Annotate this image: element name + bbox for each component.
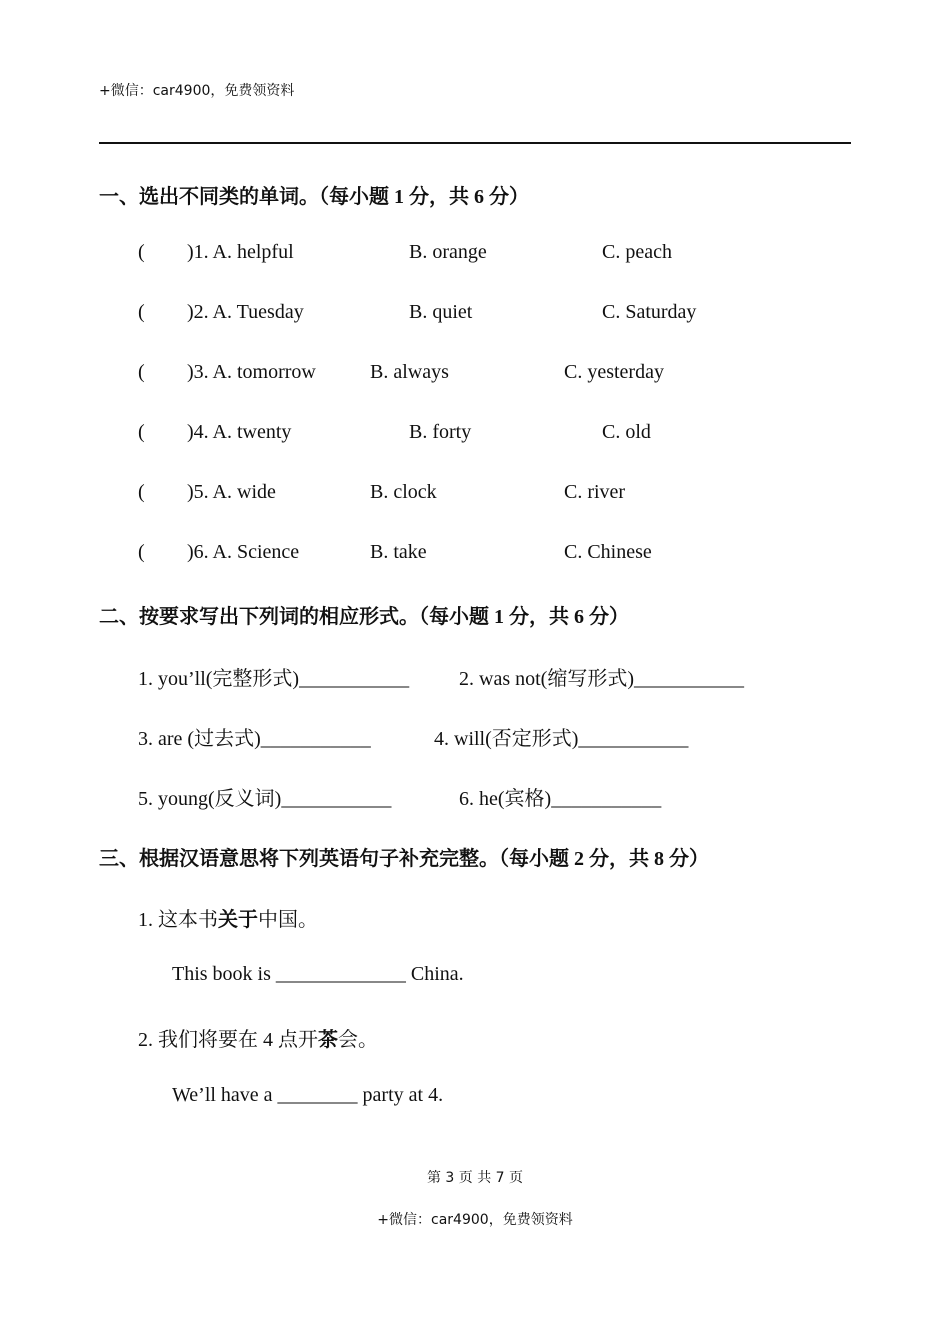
prompt-text: 会。 — [338, 1029, 378, 1051]
translation-prompt-2 — [138, 1023, 378, 1052]
option-a: )4. A. twenty — [187, 421, 292, 443]
option-c: C. old — [602, 421, 651, 443]
option-c: C. Chinese — [564, 541, 652, 563]
option-c: C. yesterday — [564, 361, 664, 383]
option-a: )5. A. wide — [187, 481, 276, 503]
option-b: B. orange — [409, 241, 487, 263]
answer-blank[interactable]: ( — [138, 541, 145, 563]
option-c: C. river — [564, 481, 626, 503]
header-divider — [99, 142, 851, 144]
option-a: )6. A. Science — [187, 541, 300, 563]
prompt-keyword: 茶 — [318, 1029, 338, 1051]
option-b: B. quiet — [409, 301, 473, 323]
option-b: B. forty — [409, 421, 472, 443]
translation-sentence-2[interactable]: We’ll have a ________ party at 4. — [172, 1084, 444, 1106]
option-a: )3. A. tomorrow — [187, 361, 316, 383]
option-b: B. clock — [370, 481, 437, 503]
word-form-item[interactable]: 2. was not(缩写形式)___________ — [459, 668, 744, 690]
answer-blank[interactable]: ( — [138, 241, 145, 263]
option-a: )2. A. Tuesday — [187, 301, 304, 323]
section-3-title: 三、根据汉语意思将下列英语句子补充完整。（每小题 2 分，共 8 分） — [99, 848, 709, 870]
translation-prompt-1 — [138, 903, 318, 932]
word-form-item[interactable]: 6. he(宾格)___________ — [459, 788, 662, 810]
header-note: +微信：car4900，免费领资料 — [99, 83, 295, 99]
word-form-item[interactable]: 1. you’ll(完整形式)___________ — [138, 668, 410, 690]
prompt-keyword: 关于 — [218, 909, 258, 931]
option-b: B. always — [370, 361, 449, 383]
word-form-item[interactable]: 4. will(否定形式)___________ — [434, 728, 689, 750]
word-form-item[interactable]: 5. young(反义词)___________ — [138, 788, 392, 810]
footer-note: +微信：car4900，免费领资料 — [377, 1212, 573, 1228]
answer-blank[interactable]: ( — [138, 361, 145, 383]
answer-blank[interactable]: ( — [138, 421, 145, 443]
prompt-text: 中国。 — [258, 909, 318, 931]
translation-sentence-1[interactable]: This book is _____________ China. — [172, 963, 464, 985]
option-b: B. take — [370, 541, 427, 563]
prompt-text: 2. 我们将要在 4 点开 — [138, 1029, 318, 1051]
page-number: 第 3 页 共 7 页 — [426, 1170, 524, 1186]
option-c: C. Saturday — [602, 301, 697, 323]
section-1-title: 一、选出不同类的单词。（每小题 1 分，共 6 分） — [99, 186, 529, 208]
option-c: C. peach — [602, 241, 672, 263]
answer-blank[interactable]: ( — [138, 301, 145, 323]
option-a: )1. A. helpful — [187, 241, 294, 263]
answer-blank[interactable]: ( — [138, 481, 145, 503]
section-2-title: 二、按要求写出下列词的相应形式。（每小题 1 分，共 6 分） — [99, 606, 629, 628]
prompt-text: 1. 这本书 — [138, 909, 218, 931]
word-form-item[interactable]: 3. are (过去式)___________ — [138, 728, 371, 750]
